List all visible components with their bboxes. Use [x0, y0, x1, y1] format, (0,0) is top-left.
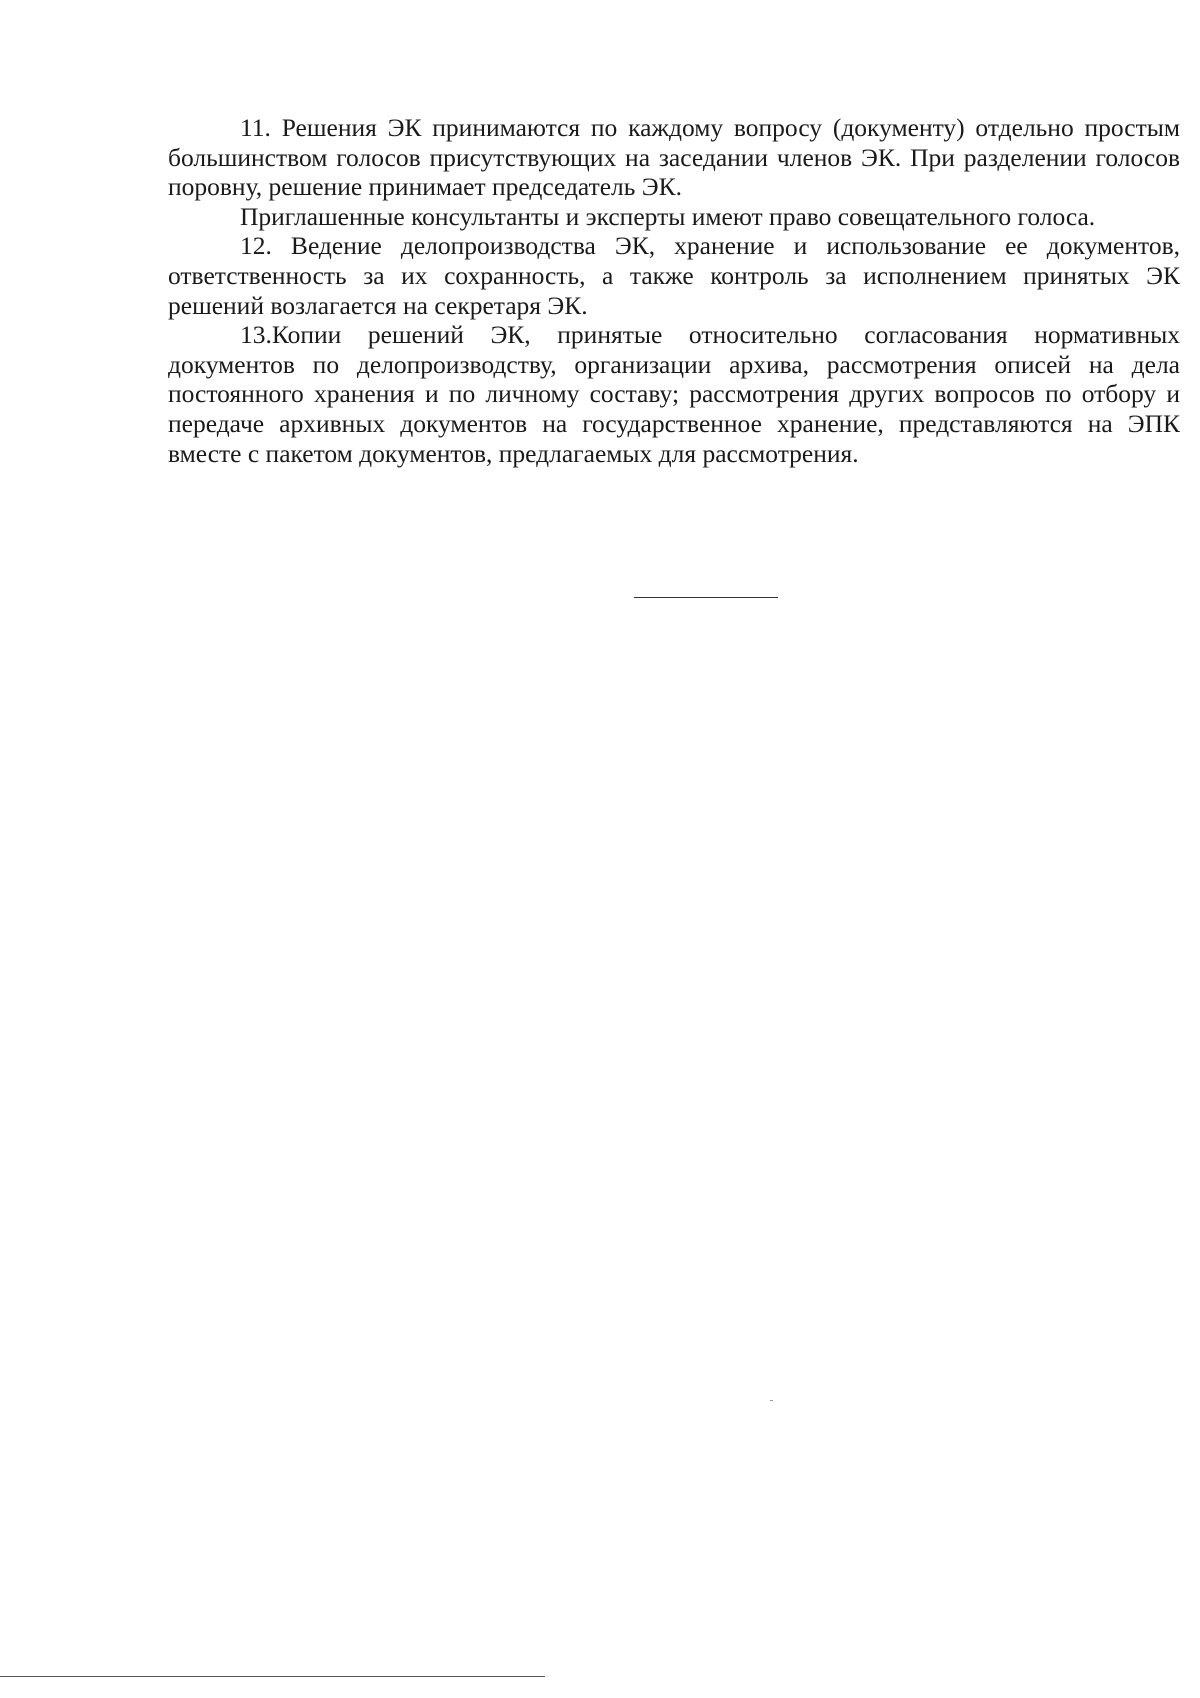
paragraph-13: 13.Копии решений ЭК, принятые относительно согласования нормативных документов по делопроизводству, организации архива, рассмотрения описей на дела постоянного хранения и по личному составу; рассмотрения других вопросов по отбору и передаче архивных документов на государственное хранение, представляются на ЭПК вместе с пакетом документов, предлагаемых для рассмотрения. — [168, 320, 1180, 468]
paragraph-consultants: Приглашенные консультанты и эксперты имеют право совещательного голоса. — [240, 201, 1096, 231]
paragraph-11: 11. Решения ЭК принимаются по каждому вопросу (документу) отдельно простым большинством голосов присутствующих на заседании членов ЭК. При разделении голосов поровну, решение принимает председатель ЭК. — [168, 113, 1180, 202]
scan-edge-line — [0, 1676, 545, 1677]
document-body — [168, 113, 1180, 468]
scan-speck — [770, 1400, 773, 1401]
end-of-text-rule — [634, 597, 778, 598]
paragraph-12: 12. Ведение делопроизводства ЭК, хранение и использование ее документов, ответственность за их сохранность, а также контроль за исполнением принятых ЭК решений возлагается на секретаря ЭК. — [168, 231, 1180, 320]
